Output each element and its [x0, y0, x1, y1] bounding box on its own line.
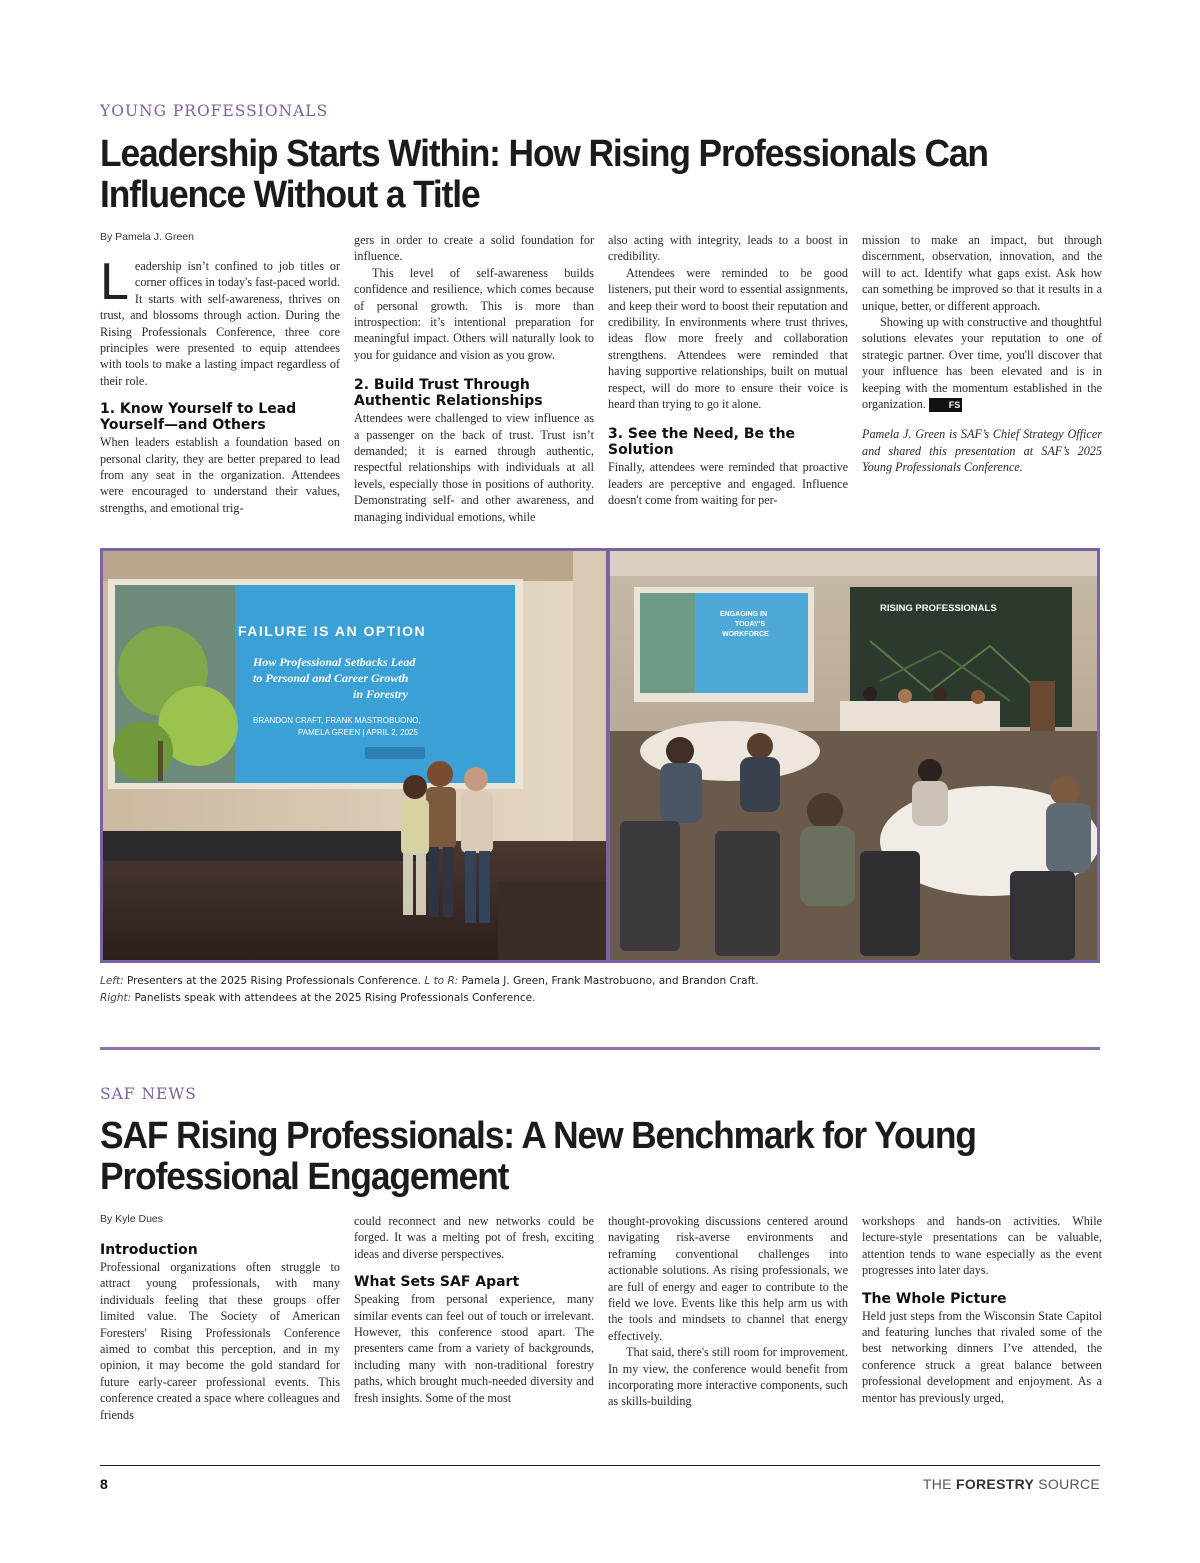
- article-2-column-2: [354, 1213, 594, 1406]
- slide-names-2: PAMELA GREEN | APRIL 2, 2025: [298, 728, 418, 737]
- body-paragraph: When leaders establish a foundation based on personal clarity, they are better prepared to lead from any seat in the organization. Attendees were encouraged to understand their values, strengths, and emotional trig-: [100, 435, 340, 515]
- section-label-saf-news: SAF NEWS: [100, 1085, 197, 1103]
- subhead-build-trust: 2. Build Trust Through Authentic Relationships: [354, 377, 543, 410]
- slide-subtitle-3: in Forestry: [353, 687, 409, 701]
- article-1-column-2: [354, 232, 594, 525]
- body-paragraph: Showing up with constructive and thoughtful solutions elevates your reputation to one of strategic partner. Over time, you'll discover that your influence has been elevated and is in keeping with the momentum established in the organization. FS: [862, 315, 1102, 412]
- slide-subtitle-1: How Professional Setbacks Lead: [253, 655, 416, 669]
- right-slide-line-2: TODAY'S: [735, 621, 766, 628]
- photo-caption: [100, 973, 1100, 1007]
- body-paragraph: Attendees were challenged to view influence as a passenger on the back of trust. Trust isn’t demanded; it is earned through authentic, respectful relationships with individuals at all levels, especially those in positions of authority. Demonstrating self- and other awareness, and managing individual emotions, while: [354, 411, 594, 524]
- body-paragraph: could reconnect and new networks could be forged. It was a melting pot of fresh, exciting ideas and diverse perspectives.: [354, 1214, 594, 1261]
- author-bio: Pamela J. Green is SAF’s Chief Strategy Officer and shared this presentation at SAF’s 2025 Young Professionals Conference.: [862, 427, 1102, 475]
- article-2-column-1: [100, 1232, 340, 1423]
- subhead-know-yourself: 1. Know Yourself to Lead Yourself—and Others: [100, 401, 297, 434]
- magazine-name: THE FORESTRY SOURCE: [922, 1476, 1100, 1492]
- right-slide-line-3: WORKFORCE: [722, 631, 769, 638]
- body-paragraph: mission to make an impact, but through discernment, observation, innovation, and the will to act. Identify what gaps exist. Ask how can something be improved so that it results in a unique, better, or different approach.: [862, 233, 1102, 313]
- right-slide-line-1: ENGAGING IN: [720, 611, 768, 618]
- article-2-column-3: [608, 1213, 848, 1410]
- caption-line-1: Left: Presenters at the 2025 Rising Professionals Conference. L to R: Pamela J. Green, Frank Mastrobuono, and Brandon Craft.: [100, 975, 759, 987]
- body-paragraph: gers in order to create a solid foundation for influence.: [354, 233, 594, 264]
- body-paragraph: Finally, attendees were reminded that proactive leaders are perceptive and engaged. Influence doesn't come from waiting for per-: [608, 460, 848, 508]
- slide-subtitle-2: to Personal and Career Growth: [253, 671, 409, 685]
- body-paragraph: Professional organizations often struggle to attract young professionals, with many individuals feeling that these groups offer limited value. The Society of American Foresters' Rising Professionals Conference aimed to combat this perception, and in my opinion, it may become the gold standard for future early-career professional events. This conference created a space where colleagues and friends: [100, 1260, 340, 1422]
- body-paragraph: That said, there's still room for improvement. In my view, the conference would benefit from incorporating more interactive components, such as skills-building: [608, 1345, 848, 1409]
- rising-professionals-banner: RISING PROFESSIONALS: [880, 603, 997, 614]
- section-divider: [100, 1047, 1100, 1050]
- intro-paragraph: Leadership isn’t confined to job titles or corner offices in today's fast-paced world. It starts with self-awareness, thrives on trust, and blossoms through action. During the Rising Professionals Conference, three core principles were presented to equip attendees with tools to make a lasting impact regardless of their role.: [100, 253, 340, 388]
- drop-cap: L: [100, 253, 129, 311]
- section-label-young-professionals: YOUNG PROFESSIONALS: [100, 102, 329, 120]
- photo-frame: [100, 548, 1100, 963]
- body-paragraph: Held just steps from the Wisconsin State Capitol and featuring lunches that rivaled some of the best networking dinners I’ve attended, the conference struck a great balance between professional development and enjoyment. As a mentor has previously urged,: [862, 1308, 1102, 1405]
- subhead-the-whole-picture: The Whole Picture: [862, 1290, 1007, 1307]
- subhead-see-the-need: 3. See the Need, Be the Solution: [608, 426, 796, 459]
- article-1-column-3: [608, 232, 848, 509]
- article-1-headline: Leadership Starts Within: How Rising Professionals Can Influence Without a Title: [100, 133, 988, 216]
- body-paragraph: workshops and hands-on activities. While lecture-style presentations can be valuable, attention tends to wane especially as the event progresses into later days.: [862, 1214, 1102, 1278]
- slide-title: FAILURE IS AN OPTION: [238, 623, 427, 639]
- forestry-source-end-mark: FS: [929, 398, 963, 412]
- body-paragraph: Speaking from personal experience, many similar events can feel out of touch or irrelevant. However, this conference stood apart. The presenters came from a variety of backgrounds, including many with non-traditional forestry paths, which brought much-needed diversity and fresh insights. Some of the most: [354, 1292, 594, 1405]
- body-paragraph: thought-provoking discussions centered around navigating risk-averse environments and reframing conventional challenges into actionable solutions. As rising professionals, we are full of energy and eager to contribute to the field we love. Events like this help arm us with the tools and mindsets to channel that energy effectively.: [608, 1214, 848, 1343]
- body-paragraph: also acting with integrity, leads to a boost in credibility.: [608, 233, 848, 264]
- footer-rule: [100, 1465, 1100, 1466]
- subhead-what-sets-saf-apart: What Sets SAF Apart: [354, 1274, 520, 1291]
- caption-line-2: Right: Panelists speak with attendees at the 2025 Rising Professionals Conference.: [100, 992, 536, 1004]
- body-paragraph: This level of self-awareness builds confidence and resilience, which comes because of personal growth. This is more than introspection: it’s intentional preparation for meaningful impact. Others will naturally look to you for guidance and vision as you grow.: [354, 265, 594, 362]
- photo-panel-audience: [610, 551, 1097, 960]
- article-1-column-4: [862, 232, 1102, 476]
- page-number: 8: [100, 1476, 108, 1492]
- article-2-byline: By Kyle Dues: [100, 1213, 164, 1225]
- article-1-byline: By Pamela J. Green: [100, 231, 194, 243]
- article-1-column-1: [100, 253, 340, 516]
- article-2-headline: SAF Rising Professionals: A New Benchmark for Young Professional Engagement: [100, 1115, 976, 1198]
- slide-names-1: BRANDON CRAFT, FRANK MASTROBUONO,: [253, 716, 421, 725]
- subhead-introduction: Introduction: [100, 1242, 198, 1258]
- article-2-column-4: [862, 1213, 1102, 1406]
- photo-presenters: [103, 551, 606, 960]
- body-paragraph: Attendees were reminded to be good listeners, put their word to essential assignments, and keep their word to boost their reputation and credibility. In environments where trust thrives, ideas flow more freely and collaboration strengthens. Attendees were reminded that having supportive relationships, built on mutual respect, will do more to ensure their voice is heard than trying to go it alone.: [608, 265, 848, 412]
